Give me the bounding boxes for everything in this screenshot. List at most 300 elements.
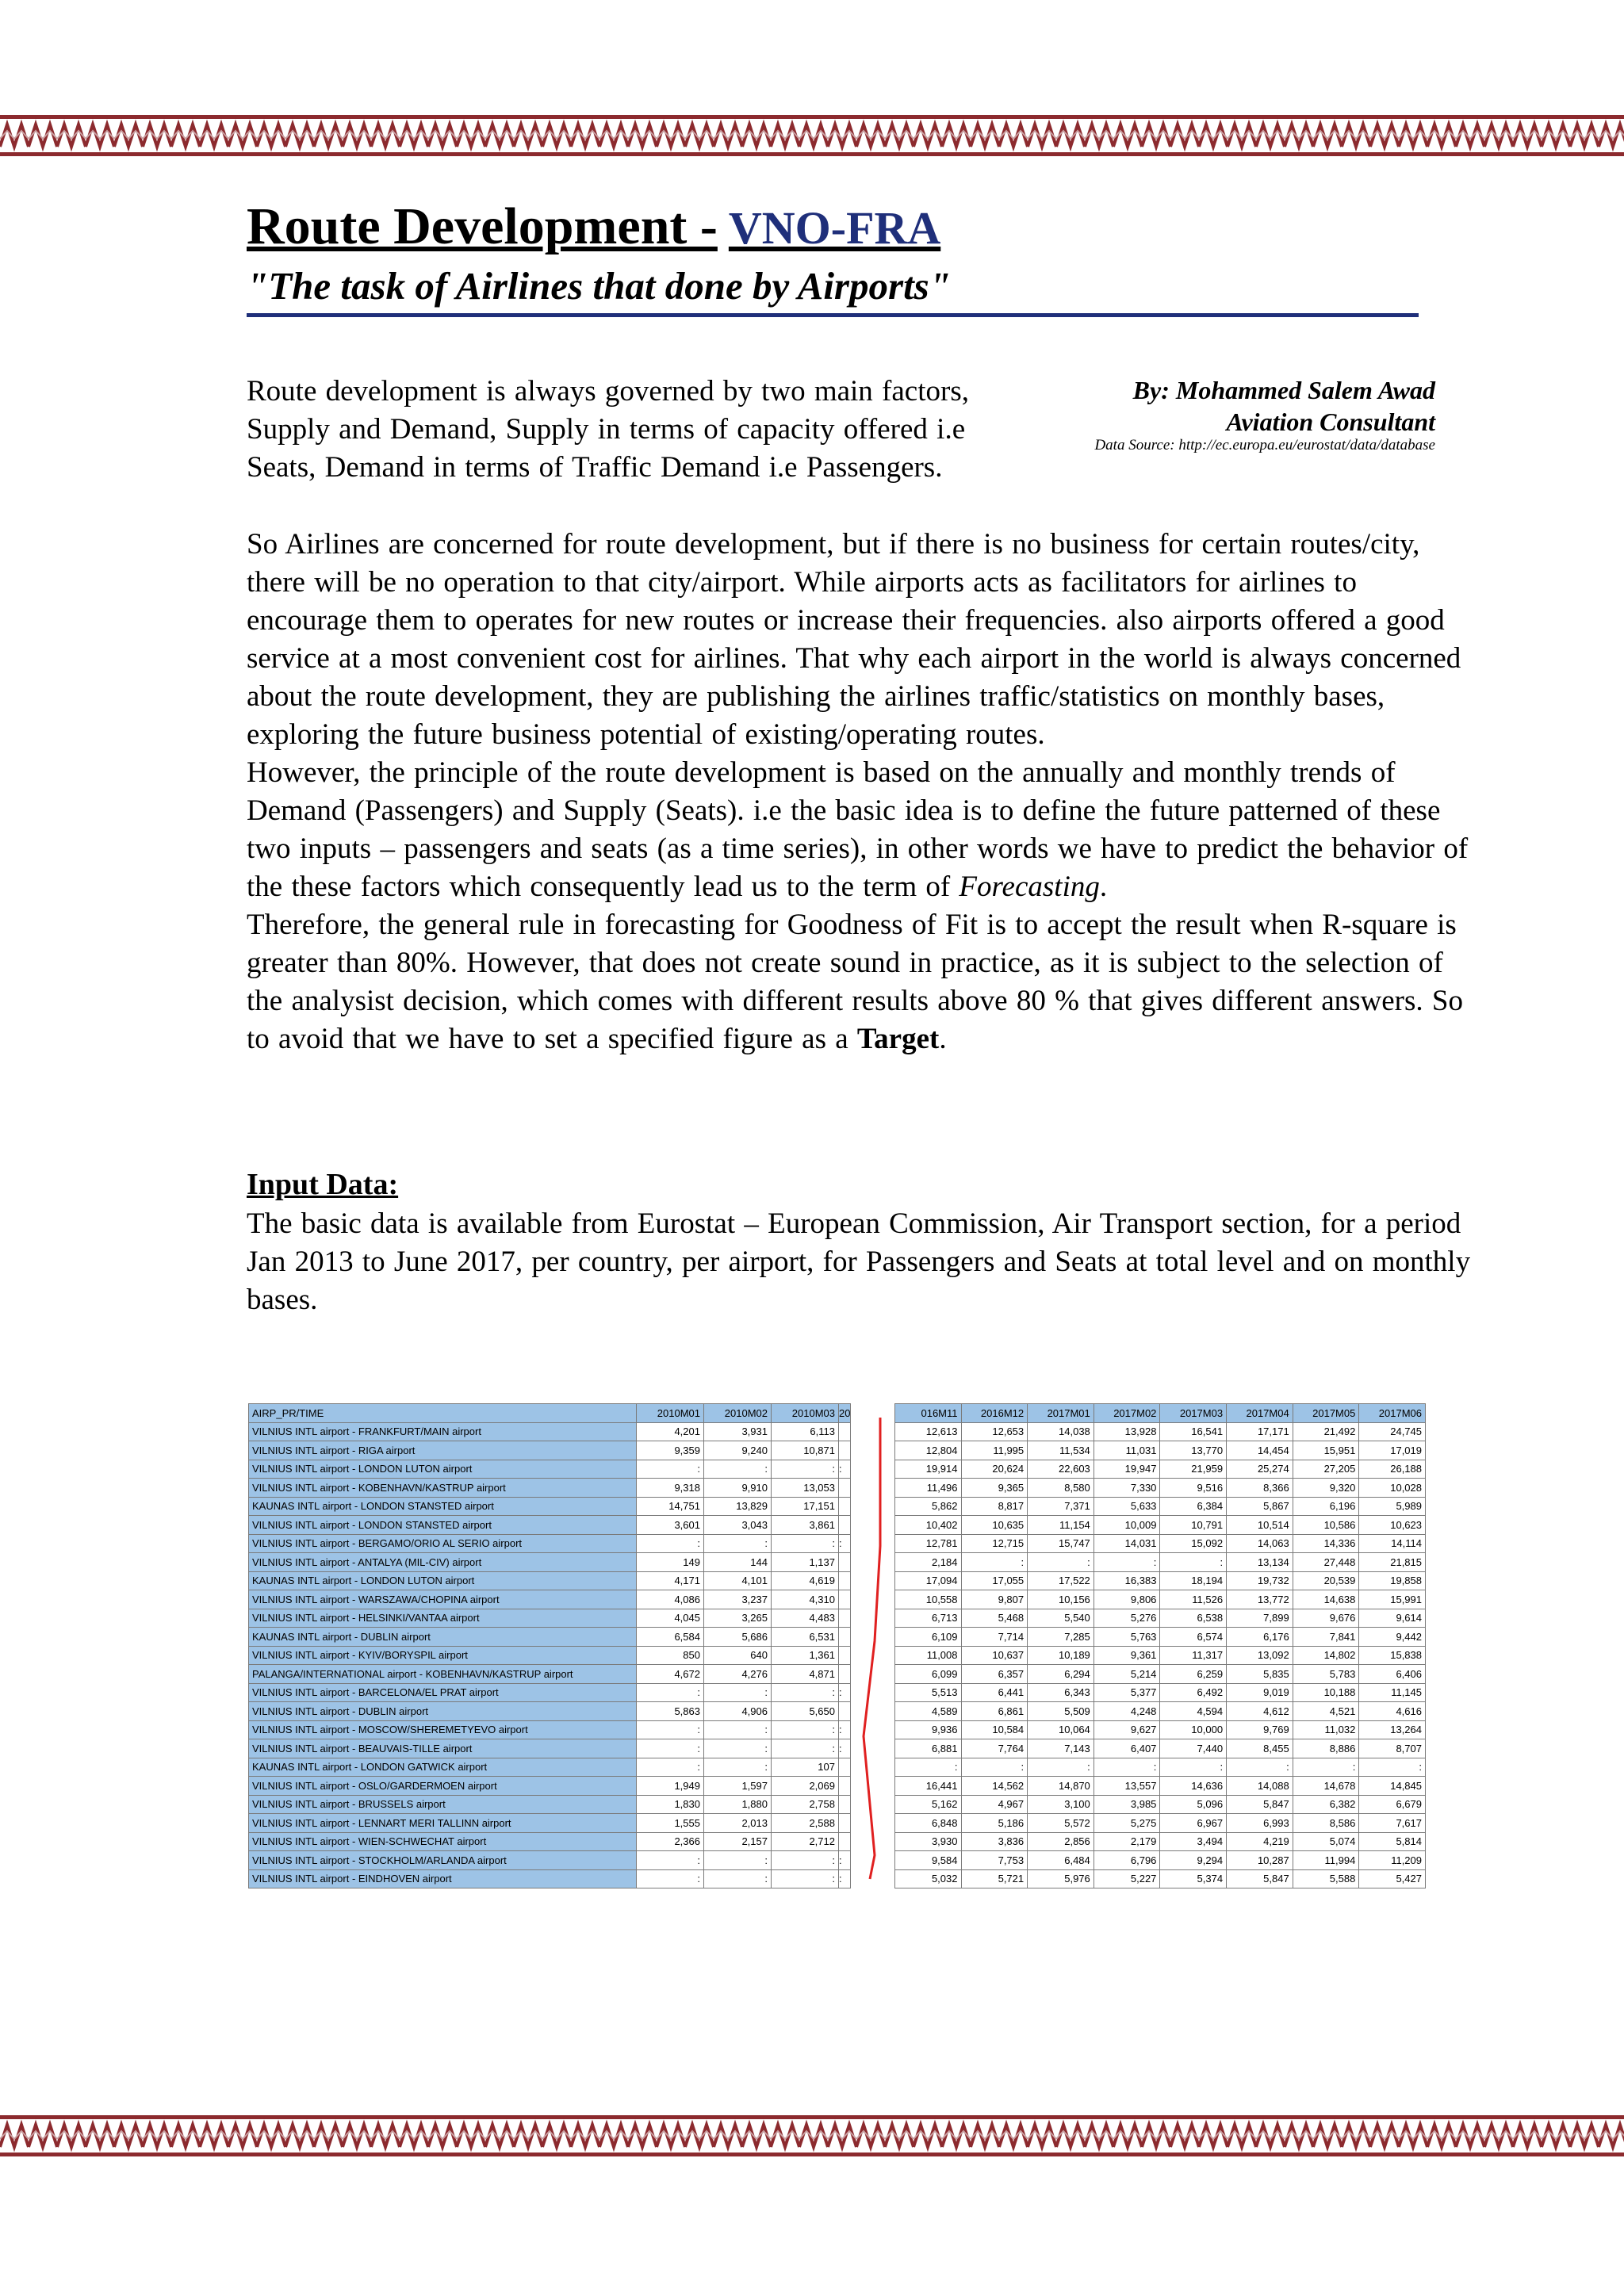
table-cell: : <box>895 1758 962 1777</box>
table-cell: 4,483 <box>772 1609 839 1628</box>
table-row <box>249 1814 851 1833</box>
route-label-cell: KAUNAS INTL airport - LONDON STANSTED airport <box>249 1497 637 1516</box>
table-cell: 17,522 <box>1028 1571 1094 1590</box>
table-cell: 5,863 <box>637 1702 704 1721</box>
table-cell <box>839 1497 851 1516</box>
table-cell: 17,019 <box>1359 1441 1426 1460</box>
table-cell: 10,000 <box>1160 1720 1227 1739</box>
table-cell: 11,145 <box>1359 1683 1426 1702</box>
table-row <box>249 1460 851 1479</box>
table-cell: 11,534 <box>1028 1441 1094 1460</box>
table-cell: 3,265 <box>704 1609 772 1628</box>
table-cell: 7,440 <box>1160 1739 1227 1758</box>
table-header-cell: 20 <box>839 1404 851 1423</box>
table-cell: : <box>704 1683 772 1702</box>
table-cell: 7,617 <box>1359 1814 1426 1833</box>
route-label-cell: KAUNAS INTL airport - LONDON LUTON airport <box>249 1571 637 1590</box>
table-header-cell: 2017M05 <box>1293 1404 1359 1423</box>
table-cell: : <box>704 1869 772 1888</box>
table-row <box>249 1869 851 1888</box>
table-cell: 5,814 <box>1359 1832 1426 1851</box>
table-cell: 5,783 <box>1293 1665 1359 1684</box>
page-subtitle: "The task of Airlines that done by Airports" <box>247 263 1419 317</box>
table-cell: 14,870 <box>1028 1777 1094 1796</box>
table-cell: 5,074 <box>1293 1832 1359 1851</box>
table-row <box>249 1553 851 1572</box>
table-cell: 4,594 <box>1160 1702 1227 1721</box>
table-cell: 20,624 <box>961 1460 1028 1479</box>
table-cell: 5,096 <box>1160 1795 1227 1814</box>
table-cell: 5,374 <box>1160 1869 1227 1888</box>
table-cell: 7,841 <box>1293 1628 1359 1647</box>
table-cell: 10,064 <box>1028 1720 1094 1739</box>
author-role: Aviation Consultant <box>1226 408 1435 436</box>
table-cell: 15,991 <box>1359 1590 1426 1609</box>
table-cell: 6,967 <box>1160 1814 1227 1833</box>
route-label-cell: VILNIUS INTL airport - BRUSSELS airport <box>249 1795 637 1814</box>
table-cell: 8,455 <box>1227 1739 1293 1758</box>
table-cell: 11,995 <box>961 1441 1028 1460</box>
table-cell: : <box>772 1683 839 1702</box>
table-header-row <box>249 1404 851 1423</box>
table-cell: 4,612 <box>1227 1702 1293 1721</box>
table-cell: : <box>772 1851 839 1870</box>
table-cell: : <box>704 1534 772 1553</box>
table-cell: 5,867 <box>1227 1497 1293 1516</box>
table-row <box>895 1851 1426 1870</box>
table-cell: 9,627 <box>1094 1720 1160 1739</box>
table-cell: 7,764 <box>961 1739 1028 1758</box>
table-cell: 2,758 <box>772 1795 839 1814</box>
table-row <box>249 1739 851 1758</box>
table-cell: : <box>704 1851 772 1870</box>
table-cell: 2,013 <box>704 1814 772 1833</box>
table-row <box>249 1422 851 1441</box>
table-row <box>895 1665 1426 1684</box>
table-cell: : <box>704 1758 772 1777</box>
table-row <box>249 1777 851 1796</box>
table-cell: 5,763 <box>1094 1628 1160 1647</box>
table-right-part <box>894 1403 1426 1888</box>
route-label-cell: VILNIUS INTL airport - STOCKHOLM/ARLANDA airport <box>249 1851 637 1870</box>
table-row <box>249 1571 851 1590</box>
input-data-heading: Input Data: <box>247 1168 399 1201</box>
table-cell: 5,862 <box>895 1497 962 1516</box>
table-header-cell: 2017M02 <box>1094 1404 1160 1423</box>
table-cell: 7,143 <box>1028 1739 1094 1758</box>
table-cell: 9,361 <box>1094 1646 1160 1665</box>
table-cell: : <box>839 1460 851 1479</box>
table-cell: 6,441 <box>961 1683 1028 1702</box>
table-cell: : <box>1293 1758 1359 1777</box>
table-cell: 14,845 <box>1359 1777 1426 1796</box>
table-cell: 7,285 <box>1028 1628 1094 1647</box>
table-cell: : <box>772 1869 839 1888</box>
table-cell <box>839 1832 851 1851</box>
table-cell: : <box>1160 1553 1227 1572</box>
table-cell: 16,441 <box>895 1777 962 1796</box>
table-row <box>895 1422 1426 1441</box>
table-header-cell: 2017M06 <box>1359 1404 1426 1423</box>
table-cell: 17,055 <box>961 1571 1028 1590</box>
author-block <box>1133 374 1435 438</box>
table-cell: 2,366 <box>637 1832 704 1851</box>
table-cell: 12,781 <box>895 1534 962 1553</box>
paragraph-principle: However, the principle of the route development is based on the annually and monthly trends of Demand (Passengers) and Supply (Seats). i.e the basic idea is to define the future patterned of these two inputs – passengers and seats (as a time series), in other words we have to predict the behavior of the these factors which consequently lead us to the term of Forecasting. <box>247 756 1469 903</box>
table-cell: 9,442 <box>1359 1628 1426 1647</box>
route-label-cell: VILNIUS INTL airport - WARSZAWA/CHOPINA airport <box>249 1590 637 1609</box>
table-cell: : <box>1160 1758 1227 1777</box>
principle-text: However, the principle of the route development is based on the annually and monthly trends of Demand (Passengers) and Supply (Seats). i.e the basic idea is to define the future patterned of these two inputs – passengers and seats (as a time series), in other words we have to predict the behavior of the these factors which consequently lead us to the term of <box>247 756 1469 903</box>
table-cell: 3,985 <box>1094 1795 1160 1814</box>
table-cell: 13,772 <box>1227 1590 1293 1609</box>
table-cell: 9,240 <box>704 1441 772 1460</box>
table-cell: 6,407 <box>1094 1739 1160 1758</box>
table-row <box>895 1869 1426 1888</box>
table-cell: : <box>1359 1758 1426 1777</box>
route-label-cell: VILNIUS INTL airport - RIGA airport <box>249 1441 637 1460</box>
table-row <box>249 1628 851 1647</box>
table-cell: 5,276 <box>1094 1609 1160 1628</box>
table-cell: 5,721 <box>961 1869 1028 1888</box>
table-cell: 9,584 <box>895 1851 962 1870</box>
route-label-cell: VILNIUS INTL airport - FRANKFURT/MAIN airport <box>249 1422 637 1441</box>
table-cell: 6,357 <box>961 1665 1028 1684</box>
table-cell: 9,019 <box>1227 1683 1293 1702</box>
table-row <box>895 1609 1426 1628</box>
table-cell: 1,597 <box>704 1777 772 1796</box>
table-cell: : <box>637 1683 704 1702</box>
table-break-line <box>852 1403 892 1887</box>
table-cell: 4,086 <box>637 1590 704 1609</box>
table-cell: 640 <box>704 1646 772 1665</box>
table-cell: 4,219 <box>1227 1832 1293 1851</box>
table-cell: 5,572 <box>1028 1814 1094 1833</box>
table-cell: 5,686 <box>704 1628 772 1647</box>
table-row <box>895 1683 1426 1702</box>
page-title <box>247 197 940 257</box>
route-label-cell: VILNIUS INTL airport - DUBLIN airport <box>249 1702 637 1721</box>
table-cell: 6,406 <box>1359 1665 1426 1684</box>
table-cell: 6,259 <box>1160 1665 1227 1684</box>
table-cell: 6,294 <box>1028 1665 1094 1684</box>
table-cell: 21,815 <box>1359 1553 1426 1572</box>
table-cell: 6,113 <box>772 1422 839 1441</box>
table-cell: 5,633 <box>1094 1497 1160 1516</box>
table-cell: 4,045 <box>637 1609 704 1628</box>
table-header-cell: 2010M02 <box>704 1404 772 1423</box>
table-cell: 7,371 <box>1028 1497 1094 1516</box>
table-cell: : <box>839 1720 851 1739</box>
table-cell: 6,538 <box>1160 1609 1227 1628</box>
table-cell: 13,928 <box>1094 1422 1160 1441</box>
table-cell: 1,949 <box>637 1777 704 1796</box>
route-label-cell: VILNIUS INTL airport - ANTALYA (MIL-CIV) airport <box>249 1553 637 1572</box>
table-cell: 25,274 <box>1227 1460 1293 1479</box>
table-cell: 10,156 <box>1028 1590 1094 1609</box>
table-cell: 3,237 <box>704 1590 772 1609</box>
table-cell: 10,637 <box>961 1646 1028 1665</box>
table-cell: 6,343 <box>1028 1683 1094 1702</box>
table-cell: 12,613 <box>895 1422 962 1441</box>
table-cell: 13,092 <box>1227 1646 1293 1665</box>
table-cell: 3,494 <box>1160 1832 1227 1851</box>
table-cell: 4,619 <box>772 1571 839 1590</box>
table-cell: 13,134 <box>1227 1553 1293 1572</box>
table-cell: 11,994 <box>1293 1851 1359 1870</box>
table-cell: 2,588 <box>772 1814 839 1833</box>
table-cell: 9,359 <box>637 1441 704 1460</box>
table-cell: 6,384 <box>1160 1497 1227 1516</box>
table-cell <box>839 1609 851 1628</box>
table-cell: 6,796 <box>1094 1851 1160 1870</box>
table-cell: : <box>637 1460 704 1479</box>
table-row <box>895 1497 1426 1516</box>
table-cell: 14,636 <box>1160 1777 1227 1796</box>
table-cell <box>839 1441 851 1460</box>
table-row <box>895 1553 1426 1572</box>
table-cell: 11,209 <box>1359 1851 1426 1870</box>
target-term: Target <box>856 1023 940 1055</box>
table-cell: 5,162 <box>895 1795 962 1814</box>
table-cell: 9,320 <box>1293 1479 1359 1498</box>
table-cell: 10,791 <box>1160 1516 1227 1535</box>
table-row <box>895 1646 1426 1665</box>
table-cell <box>839 1646 851 1665</box>
table-cell <box>839 1628 851 1647</box>
table-cell: 2,856 <box>1028 1832 1094 1851</box>
table-cell: 14,562 <box>961 1777 1028 1796</box>
table-cell: 7,899 <box>1227 1609 1293 1628</box>
table-cell: 4,201 <box>637 1422 704 1441</box>
route-label-cell: VILNIUS INTL airport - OSLO/GARDERMOEN airport <box>249 1777 637 1796</box>
table-cell: 14,336 <box>1293 1534 1359 1553</box>
table-cell: 15,838 <box>1359 1646 1426 1665</box>
paragraph-airlines: So Airlines are concerned for route development, but if there is no business for certain routes/city, there will be no operation to that city/airport. While airports acts as facilitators for airlines to encourage them to operates for new routes or increase their frequencies. also airports offered a good service at a most convenient cost for airlines. That why each airport in the world is always concerned about the route development, they are publishing the airlines traffic/statistics on monthly bases, exploring the future business potential of existing/operating routes. <box>247 528 1461 751</box>
table-cell: 5,976 <box>1028 1869 1094 1888</box>
table-cell: : <box>704 1460 772 1479</box>
table-cell: 17,171 <box>1227 1422 1293 1441</box>
table-cell: 14,454 <box>1227 1441 1293 1460</box>
table-row <box>895 1534 1426 1553</box>
table-row <box>895 1702 1426 1721</box>
table-cell: 5,377 <box>1094 1683 1160 1702</box>
route-label-cell: VILNIUS INTL airport - KYIV/BORYSPIL airport <box>249 1646 637 1665</box>
route-label-cell: KAUNAS INTL airport - LONDON GATWICK airport <box>249 1758 637 1777</box>
table-header-cell: 016M11 <box>895 1404 962 1423</box>
table-cell: 6,848 <box>895 1814 962 1833</box>
table-cell: 8,586 <box>1293 1814 1359 1833</box>
table-cell: 6,574 <box>1160 1628 1227 1647</box>
table-cell: 13,770 <box>1160 1441 1227 1460</box>
table-row <box>895 1571 1426 1590</box>
table-cell: : <box>839 1534 851 1553</box>
table-cell: 16,383 <box>1094 1571 1160 1590</box>
table-cell <box>839 1590 851 1609</box>
table-cell <box>839 1702 851 1721</box>
table-cell: 4,101 <box>704 1571 772 1590</box>
table-row <box>895 1460 1426 1479</box>
table-cell: 11,008 <box>895 1646 962 1665</box>
table-row <box>895 1832 1426 1851</box>
table-cell: 14,038 <box>1028 1422 1094 1441</box>
table-cell: 4,171 <box>637 1571 704 1590</box>
table-row <box>895 1628 1426 1647</box>
forecasting-term: Forecasting <box>959 871 1100 903</box>
table-cell: 2,712 <box>772 1832 839 1851</box>
table-cell: : <box>839 1851 851 1870</box>
table-cell: 27,205 <box>1293 1460 1359 1479</box>
table-cell: 15,951 <box>1293 1441 1359 1460</box>
table-cell: 1,361 <box>772 1646 839 1665</box>
table-cell: 4,276 <box>704 1665 772 1684</box>
table-cell: 5,214 <box>1094 1665 1160 1684</box>
table-cell: 6,584 <box>637 1628 704 1647</box>
table-cell: 9,910 <box>704 1479 772 1498</box>
goodness-text: Therefore, the general rule in forecasting for Goodness of Fit is to accept the result when R-square is greater than 80%. However, that does not create sound in practice, as it is subject to the selection of the analysist decision, which comes with different results above 80 % that gives different answers. So to avoid that we have to set a specified figure as a <box>247 909 1463 1055</box>
table-cell: 13,557 <box>1094 1777 1160 1796</box>
table-cell: 27,448 <box>1293 1553 1359 1572</box>
table-cell: 4,521 <box>1293 1702 1359 1721</box>
route-label-cell: VILNIUS INTL airport - HELSINKI/VANTAA airport <box>249 1609 637 1628</box>
route-code: VNO-FRA <box>728 202 941 254</box>
table-row <box>249 1851 851 1870</box>
table-cell: 4,248 <box>1094 1702 1160 1721</box>
table-cell: 14,678 <box>1293 1777 1359 1796</box>
table-cell: 5,513 <box>895 1683 962 1702</box>
table-cell: 6,881 <box>895 1739 962 1758</box>
table-cell: 2,157 <box>704 1832 772 1851</box>
table-cell: 3,100 <box>1028 1795 1094 1814</box>
table-cell: 6,099 <box>895 1665 962 1684</box>
table-cell: 107 <box>772 1758 839 1777</box>
input-data-paragraph: The basic data is available from Eurostat – European Commission, Air Transport section, for a period Jan 2013 to June 2017, per country, per airport, for Passengers and Seats at total level and on monthly bases. <box>247 1207 1471 1316</box>
table-cell: 3,043 <box>704 1516 772 1535</box>
table-cell <box>839 1814 851 1833</box>
table-row <box>249 1646 851 1665</box>
table-row <box>895 1720 1426 1739</box>
table-cell: 5,227 <box>1094 1869 1160 1888</box>
table-cell: 10,188 <box>1293 1683 1359 1702</box>
table-cell: 19,732 <box>1227 1571 1293 1590</box>
table-cell: 6,109 <box>895 1628 962 1647</box>
table-cell: 19,858 <box>1359 1571 1426 1590</box>
table-cell: 6,679 <box>1359 1795 1426 1814</box>
table-cell: : <box>1094 1758 1160 1777</box>
table-row <box>249 1441 851 1460</box>
table-cell: : <box>961 1758 1028 1777</box>
table-cell: 15,092 <box>1160 1534 1227 1553</box>
table-cell: : <box>839 1683 851 1702</box>
table-cell: 12,804 <box>895 1441 962 1460</box>
table-cell: 8,580 <box>1028 1479 1094 1498</box>
table-cell: 1,555 <box>637 1814 704 1833</box>
table-cell: 17,151 <box>772 1497 839 1516</box>
table-row <box>895 1795 1426 1814</box>
table-row <box>895 1814 1426 1833</box>
table-cell: 5,186 <box>961 1814 1028 1833</box>
table-cell: : <box>637 1758 704 1777</box>
table-cell: 9,516 <box>1160 1479 1227 1498</box>
table-row <box>249 1720 851 1739</box>
table-header-cell: 2010M01 <box>637 1404 704 1423</box>
table-cell: 10,623 <box>1359 1516 1426 1535</box>
table-cell: 10,514 <box>1227 1516 1293 1535</box>
table-cell: : <box>1028 1553 1094 1572</box>
table-header-cell: 2017M04 <box>1227 1404 1293 1423</box>
table-cell: 19,914 <box>895 1460 962 1479</box>
table-row <box>895 1516 1426 1535</box>
table-cell: 850 <box>637 1646 704 1665</box>
route-label-cell: VILNIUS INTL airport - BERGAMO/ORIO AL SERIO airport <box>249 1534 637 1553</box>
table-cell: 10,586 <box>1293 1516 1359 1535</box>
table-cell: 2,184 <box>895 1553 962 1572</box>
table-cell <box>839 1422 851 1441</box>
table-cell: : <box>704 1720 772 1739</box>
table-row <box>895 1479 1426 1498</box>
table-cell: 10,402 <box>895 1516 962 1535</box>
route-label-cell: VILNIUS INTL airport - WIEN-SCHWECHAT airport <box>249 1832 637 1851</box>
table-cell: 13,829 <box>704 1497 772 1516</box>
table-row <box>249 1516 851 1535</box>
table-cell: 1,137 <box>772 1553 839 1572</box>
table-cell: 18,194 <box>1160 1571 1227 1590</box>
body-paragraphs <box>247 526 1484 1058</box>
table-cell: 21,492 <box>1293 1422 1359 1441</box>
table-cell: 1,880 <box>704 1795 772 1814</box>
table-row <box>249 1590 851 1609</box>
table-cell: 6,713 <box>895 1609 962 1628</box>
table-cell <box>839 1665 851 1684</box>
table-cell <box>839 1516 851 1535</box>
table-cell: 6,484 <box>1028 1851 1094 1870</box>
table-cell: 5,427 <box>1359 1869 1426 1888</box>
table-cell: : <box>772 1720 839 1739</box>
table-cell: : <box>704 1739 772 1758</box>
table-cell: 22,603 <box>1028 1460 1094 1479</box>
table-cell: : <box>772 1534 839 1553</box>
table-row <box>249 1665 851 1684</box>
table-cell: 11,317 <box>1160 1646 1227 1665</box>
table-cell: 7,714 <box>961 1628 1028 1647</box>
table-row <box>249 1534 851 1553</box>
table-cell: 14,751 <box>637 1497 704 1516</box>
author-name: By: Mohammed Salem Awad <box>1132 376 1435 404</box>
table-cell: : <box>637 1851 704 1870</box>
table-cell: : <box>637 1739 704 1758</box>
route-label-cell: VILNIUS INTL airport - KOBENHAVN/KASTRUP airport <box>249 1479 637 1498</box>
table-row <box>249 1795 851 1814</box>
table-cell: 13,264 <box>1359 1720 1426 1739</box>
table-cell: : <box>839 1739 851 1758</box>
table-cell: 9,614 <box>1359 1609 1426 1628</box>
table-header-cell: 2010M03 <box>772 1404 839 1423</box>
table-row <box>249 1609 851 1628</box>
table-cell: 9,769 <box>1227 1720 1293 1739</box>
table-cell: 1,830 <box>637 1795 704 1814</box>
table-cell: 11,031 <box>1094 1441 1160 1460</box>
table-cell: 16,541 <box>1160 1422 1227 1441</box>
table-cell: 21,959 <box>1160 1460 1227 1479</box>
table-cell: 6,531 <box>772 1628 839 1647</box>
table-cell <box>839 1758 851 1777</box>
table-cell: 144 <box>704 1553 772 1572</box>
table-cell: 9,806 <box>1094 1590 1160 1609</box>
table-cell: 3,836 <box>961 1832 1028 1851</box>
table-cell: : <box>1227 1758 1293 1777</box>
table-cell: 5,650 <box>772 1702 839 1721</box>
table-cell: 9,318 <box>637 1479 704 1498</box>
